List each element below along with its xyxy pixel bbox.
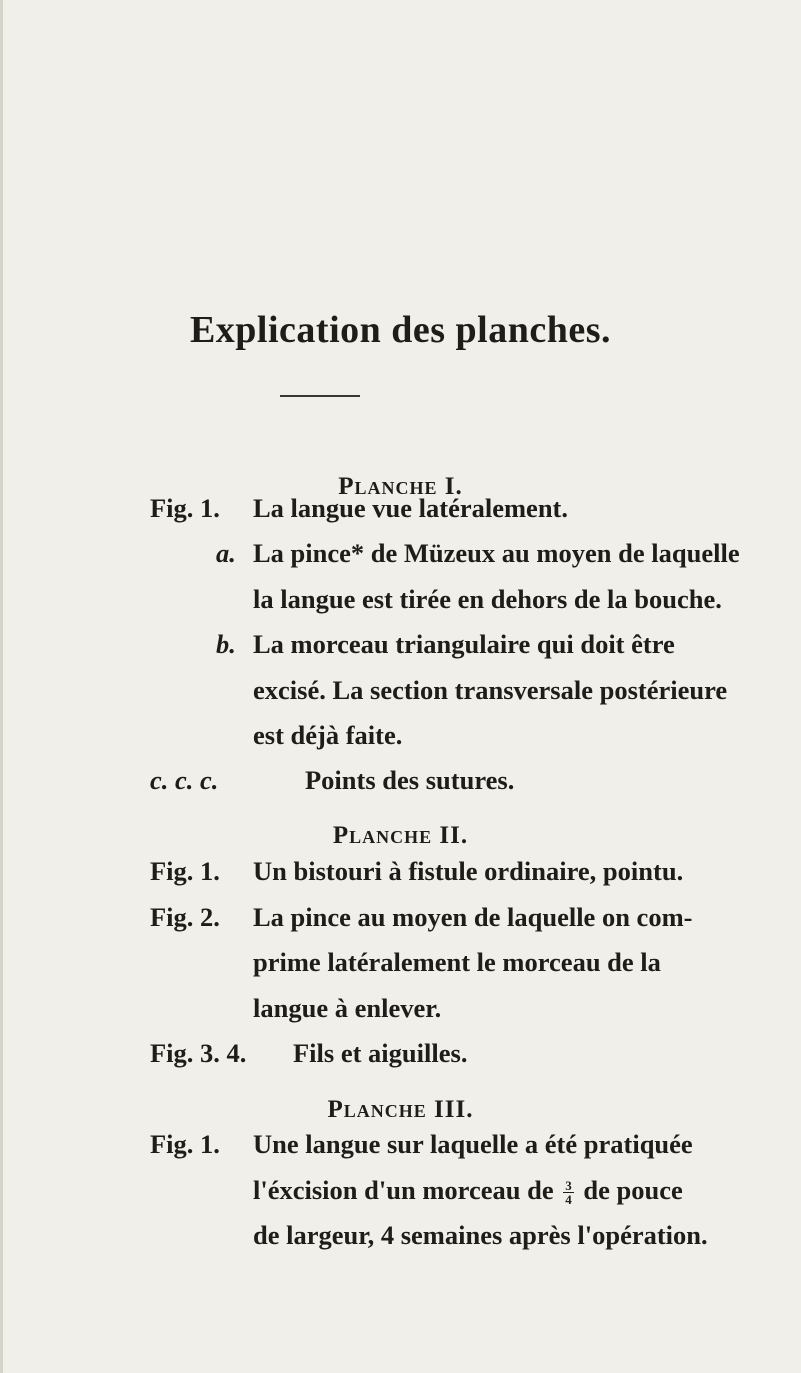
planche-3-fig-1-line-1: Une langue sur laquelle a été pratiquée [253, 1129, 693, 1159]
planche-2-fig-2-line-1: La pince au moyen de laquelle on com- [253, 902, 693, 932]
planche-3-fig-1-line-2-tail: de pouce [583, 1175, 683, 1205]
planche-2-fig-2-line-3: langue à enlever. [253, 993, 442, 1023]
planche-1-b-line-2: excisé. La section transversale postérieure [253, 675, 728, 705]
planche-2-fig-3-4-text: Fils et aiguilles. [293, 1038, 468, 1068]
planche-3-fig-1-line-2-text: l'éxcision d'un morceau de [253, 1175, 554, 1205]
planche-2-fig-2-line-2: prime latéralement le morceau de la [253, 947, 661, 977]
planche-1-b-line-3: est déjà faite. [253, 720, 403, 750]
planche-2-fig-3-4-label: Fig. 3. 4. [150, 1038, 247, 1068]
planche-3-fig-1-line-3: de largeur, 4 semaines après l'opération. [253, 1220, 708, 1250]
title-rule [280, 395, 360, 397]
planche-1-heading: Planche I. [338, 473, 463, 500]
planche-1-b-label: b. [216, 629, 236, 659]
planche-3-fig-1-label: Fig. 1. [150, 1129, 220, 1159]
planche-1-b-line-1: La morceau triangulaire qui doit être [253, 629, 675, 659]
planche-2-heading: Planche II. [332, 822, 469, 849]
fraction-numerator: 3 [565, 1178, 572, 1194]
planche-1-a-label: a. [216, 538, 236, 568]
planche-2-fig-2-label: Fig. 2. [150, 902, 220, 932]
page-edge [0, 0, 3, 1373]
planche-3-fig-1-line-2 [253, 1175, 683, 1206]
planche-3-heading: Planche III. [327, 1096, 474, 1123]
planche-1-c-text: Points des sutures. [305, 765, 515, 795]
planche-2-fig-1-label: Fig. 1. [150, 856, 220, 886]
planche-1-a-line-2: la langue est tirée en dehors de la bouche. [253, 584, 722, 614]
planche-2-fig-1-text: Un bistouri à fistule ordinaire, pointu. [253, 856, 684, 886]
planche-1-a-line-1: La pince* de Müzeux au moyen de laquelle [253, 538, 740, 568]
three-quarters-fraction [563, 1179, 574, 1206]
planche-1-c-label: c. c. c. [150, 765, 219, 795]
page-title: Explication des planches. [189, 309, 612, 351]
planche-1-fig-1-text: La langue vue latéralement. [253, 493, 569, 523]
fraction-denominator: 4 [565, 1192, 572, 1208]
planche-1-fig-1-label: Fig. 1. [150, 493, 220, 523]
